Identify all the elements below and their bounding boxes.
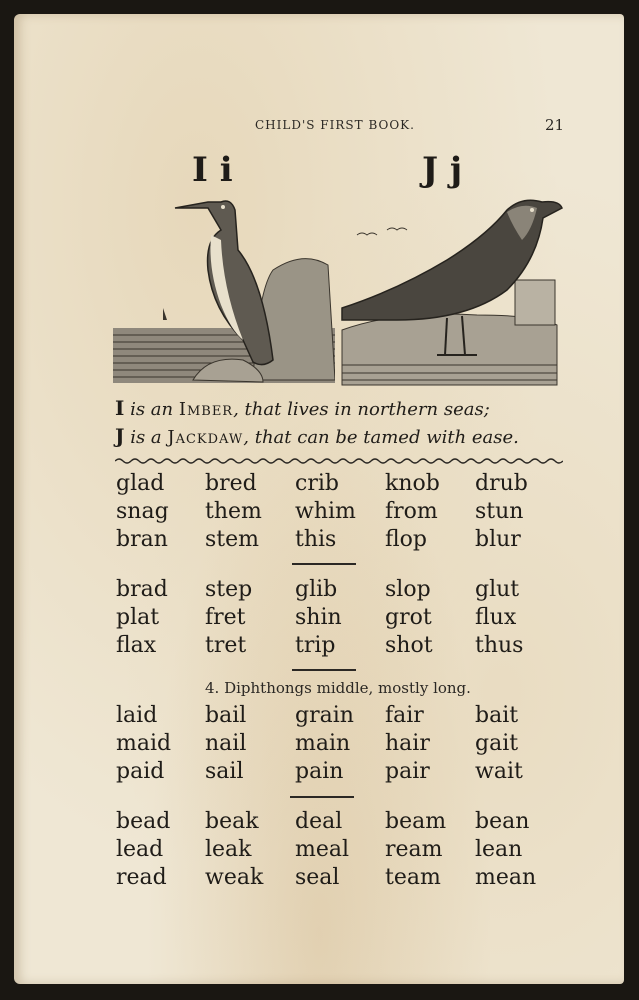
word-cell: shin (295, 605, 342, 630)
word-cell: bait (475, 703, 519, 728)
word-group-3 (116, 702, 556, 786)
word-group-4 (116, 808, 556, 892)
section-rule (290, 796, 354, 798)
word-cell: tret (205, 633, 247, 658)
caption-text-pre: is an (124, 399, 179, 420)
section-rule (292, 669, 356, 671)
word-cell: bean (475, 809, 530, 834)
caption-initial: I (115, 396, 125, 420)
word-cell: stem (205, 527, 260, 552)
word-cell: grain (295, 703, 354, 728)
running-title: CHILD'S FIRST BOOK. (255, 118, 415, 132)
word-cell: whim (295, 499, 356, 524)
caption-text-pre: is a (124, 427, 168, 448)
word-cell: bran (116, 527, 168, 552)
word-cell: main (295, 731, 351, 756)
word-cell: step (205, 577, 253, 602)
word-cell: laid (116, 703, 158, 728)
word-cell: snag (116, 499, 169, 524)
word-cell: plat (116, 605, 160, 630)
word-cell: flux (475, 605, 517, 630)
word-cell: grot (385, 605, 432, 630)
caption-bird-name: Imber (178, 399, 234, 420)
word-cell: from (385, 499, 438, 524)
word-cell: drub (475, 471, 528, 496)
word-cell: lead (116, 837, 164, 862)
letter-heading-i: I i (192, 150, 233, 190)
word-cell: flop (385, 527, 428, 552)
word-cell: pain (295, 759, 344, 784)
caption-initial: J (115, 424, 125, 448)
word-cell: glib (295, 577, 338, 602)
word-cell: flax (116, 633, 157, 658)
word-cell: deal (295, 809, 343, 834)
word-cell: bail (205, 703, 247, 728)
word-cell: beam (385, 809, 447, 834)
word-cell: wait (475, 759, 523, 784)
word-cell: fair (385, 703, 424, 728)
word-cell: beak (205, 809, 259, 834)
word-cell: fret (205, 605, 246, 630)
jackdaw-illustration (337, 190, 563, 388)
word-cell: leak (205, 837, 252, 862)
word-cell: pair (385, 759, 430, 784)
word-cell: gait (475, 731, 519, 756)
word-cell: slop (385, 577, 431, 602)
word-cell: mean (475, 865, 537, 890)
word-cell: thus (475, 633, 524, 658)
word-cell: blur (475, 527, 521, 552)
word-cell: stun (475, 499, 524, 524)
word-cell: seal (295, 865, 340, 890)
word-cell: maid (116, 731, 172, 756)
page-number: 21 (545, 116, 565, 134)
caption-imber (115, 396, 490, 420)
word-group-2 (116, 576, 556, 660)
word-cell: this (295, 527, 337, 552)
word-cell: them (205, 499, 262, 524)
caption-text-post: , that can be tamed with ease. (243, 427, 519, 448)
word-cell: bead (116, 809, 171, 834)
word-cell: read (116, 865, 167, 890)
word-cell: shot (385, 633, 433, 658)
letter-heading-j: J j (422, 150, 463, 190)
word-cell: bred (205, 471, 257, 496)
word-cell: sail (205, 759, 244, 784)
word-group-1 (116, 470, 556, 554)
wavy-divider (115, 456, 563, 466)
word-cell: trip (295, 633, 336, 658)
word-cell: weak (205, 865, 264, 890)
word-cell: glut (475, 577, 520, 602)
caption-text-post: , that lives in northern seas; (233, 399, 490, 420)
word-cell: knob (385, 471, 440, 496)
word-cell: paid (116, 759, 165, 784)
caption-bird-name: Jackdaw (167, 427, 244, 448)
word-cell: hair (385, 731, 430, 756)
word-cell: team (385, 865, 441, 890)
caption-jackdaw (115, 424, 519, 448)
word-cell: brad (116, 577, 168, 602)
word-cell: ream (385, 837, 443, 862)
word-cell: glad (116, 471, 165, 496)
word-cell: lean (475, 837, 523, 862)
section-heading: 4. Diphthongs middle, mostly long. (205, 679, 471, 697)
word-cell: meal (295, 837, 350, 862)
section-rule (292, 563, 356, 565)
word-cell: crib (295, 471, 339, 496)
word-cell: nail (205, 731, 247, 756)
imber-illustration (113, 190, 335, 388)
